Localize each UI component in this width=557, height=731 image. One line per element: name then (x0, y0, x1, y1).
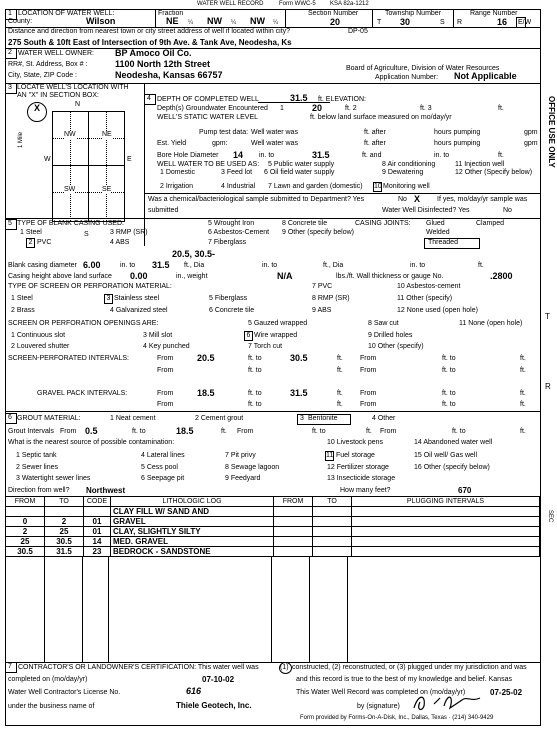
section-2-number: 2 (8, 49, 12, 56)
casing-8: 8 Concrete tile (282, 220, 328, 227)
record-completed-label: This Water Well Record was completed on (mo/day/yr) (296, 689, 466, 696)
section-4-number: 4 (147, 95, 151, 102)
use-12: 12 Other (Specify below) (455, 169, 533, 176)
log-code: 23 (84, 547, 111, 557)
certification-label: CONTRACTOR'S OR LANDOWNER'S CERTIFICATION: This water well was (18, 664, 259, 671)
casing-9: 9 Other (specify below) (282, 229, 354, 236)
gravel-pack-label: GRAVEL PACK INTERVALS: (37, 390, 128, 397)
gi-from-label-2: From (237, 428, 254, 435)
form-title: WATER WELL RECORD (197, 1, 264, 7)
use-5: 5 Public water supply (268, 161, 335, 168)
log-code: 14 (84, 537, 111, 547)
feet-value: 670 (458, 486, 472, 495)
ne-label: NE (102, 131, 112, 138)
contam-14: 14 Abandoned water well (414, 439, 493, 446)
grout-1: 1 Neat cement (110, 415, 156, 422)
contam-7: 7 Pit privy (225, 452, 256, 459)
screen-11: 11 Other (specify) (397, 295, 453, 302)
use-3: 3 Feed lot (221, 169, 253, 176)
gp-ft-to: ft. to (248, 390, 262, 397)
range-direction: E/W (518, 19, 532, 26)
quarter-3: ¼ (273, 20, 279, 26)
township-t: T (377, 19, 382, 26)
grout-label: GROUT MATERIAL: (17, 415, 81, 422)
business-value: Thiele Geotech, Inc. (176, 701, 252, 710)
yield-hours: hours pumping (434, 140, 481, 147)
city-label: City, State, ZIP Code : (8, 72, 77, 79)
gi-ft-2: ft. (366, 428, 372, 435)
gi-ft: ft. (221, 428, 227, 435)
log-to: 31.5 (45, 547, 84, 557)
screen-7: 7 PVC (312, 283, 333, 290)
table-row (6, 507, 540, 517)
pump-test-label: Pump test data: (199, 129, 249, 136)
weight-value: N/A (277, 271, 293, 281)
log-from: 30.5 (6, 547, 45, 557)
gp-from-value: 18.5 (197, 388, 215, 398)
log-header-lithologic: LITHOLOGIC LOG (111, 497, 274, 507)
log-desc: CLAY, SLIGHTLY SILTY (111, 527, 274, 537)
casing-5: 5 Wrought Iron (208, 220, 255, 227)
use-6: 6 Oil field water supply (264, 169, 335, 176)
log-code: 01 (84, 517, 111, 527)
chemical-after: If yes, mo/day/yr sample was (437, 196, 528, 203)
blank-in-to: in. to (120, 262, 136, 269)
log-to: 25 (45, 527, 84, 537)
screen-intervals-label: SCREEN-PERFORATED INTERVALS: (8, 355, 129, 362)
spi-ft-to-2: ft. to (442, 355, 456, 362)
log-to (45, 507, 84, 517)
depth-value: 31.5 (290, 93, 308, 103)
spi-ft: ft. (337, 355, 343, 362)
direction-label: Direction from well? (8, 487, 70, 494)
contam-13: 13 Insecticide storage (327, 475, 396, 482)
section-3-number: 3 (8, 84, 12, 91)
casing-type-label: TYPE OF BLANK CASING USED: (17, 220, 124, 227)
address-value: 1100 North 12th Street (115, 59, 211, 69)
contam-5: 5 Cess pool (141, 464, 178, 471)
signature-label: by (signature) (357, 703, 400, 710)
screen-3-checkbox: 3 (104, 294, 113, 304)
contam-12: 12 Fertilizer storage (327, 464, 389, 471)
blank-ft-dia: ft., Dia (184, 262, 205, 269)
north-label: N (75, 101, 81, 108)
joint-clamped: Clamped (476, 220, 505, 227)
use-10-checkbox: 10 (374, 183, 382, 190)
bore-value: 14 (233, 150, 244, 160)
gp-ft: ft. (337, 390, 343, 397)
blank-diameter-value: 6.00 (83, 260, 101, 270)
grout-4: 4 Other (372, 415, 396, 422)
opening-7: 7 Torch cut (248, 343, 283, 350)
joint-threaded: Threaded (428, 239, 458, 246)
office-t: T (545, 312, 550, 321)
contam-16: 16 Other (specify below) (414, 464, 490, 471)
section-number: 20 (330, 17, 341, 27)
office-r: R (545, 382, 551, 391)
contamination-label: What is the nearest source of possible contamination: (8, 439, 175, 446)
grout-3-number: 3 (300, 415, 304, 422)
casing-1: 1 Steel (20, 229, 42, 236)
se-label: SE (102, 186, 112, 193)
office-use-label: OFFICE USE ONLY (547, 96, 556, 168)
direction-value: Northwest (86, 486, 126, 495)
gi-ft-3: ft. (520, 428, 526, 435)
spi-ft-4: ft. (520, 367, 526, 374)
groundwater-label: Depth(s) Groundwater Encountered (157, 105, 268, 112)
bore-ft: ft. (498, 152, 504, 159)
log-header-to: TO (45, 497, 84, 507)
contam-11-checkbox: 11 (326, 452, 334, 459)
opening-6: Wire wrapped (254, 332, 298, 339)
yield-gpm-2: gpm (524, 140, 538, 147)
south-label: S (84, 231, 89, 238)
gauge-value: .2800 (490, 271, 513, 281)
lithologic-log-table (5, 496, 540, 557)
use-7: 7 Lawn and garden (domestic) (268, 183, 363, 190)
section-6-number: 6 (8, 414, 12, 421)
quarter-1: ¼ (188, 20, 194, 26)
county-value: Wilson (86, 16, 116, 26)
county-label: County: (8, 18, 33, 25)
bore-in-to: in. to (434, 152, 450, 159)
gp-ft-to-4: ft. to (442, 401, 456, 408)
gp-ft-4: ft. (520, 401, 526, 408)
completed-label: completed on (mo/day/yr) (8, 676, 88, 683)
table-row (6, 537, 540, 547)
log-to: 30.5 (45, 537, 84, 547)
yield-ww-label: Well water was (251, 140, 298, 147)
spi-ft-2: ft. (520, 355, 526, 362)
distance-value: 275 South & 10ft East of Intersection of 9th Ave. & Tank Ave, Neodesha, Ks (8, 38, 292, 47)
screen-6: 6 Concrete tile (209, 307, 255, 314)
bore-label: Bore Hole Diameter (157, 152, 219, 159)
range-number: 16 (497, 17, 508, 27)
gp-from-label-3: From (157, 401, 174, 408)
casing-joints-label: CASING JOINTS: (355, 220, 411, 227)
dp-code: DP-05 (348, 28, 368, 35)
ksa-ref: KSA 82a-1212 (330, 1, 369, 7)
gp-ft-2: ft. (520, 390, 526, 397)
west-label: W (44, 156, 51, 163)
signature-image (410, 690, 490, 714)
opening-2: 2 Louvered shutter (11, 343, 70, 350)
spi-from-label-3: From (157, 367, 174, 374)
log-header-from-2: FROM (274, 497, 313, 507)
owner-label: WATER WELL OWNER: (18, 50, 94, 57)
opening-9: 9 Drilled holes (368, 332, 413, 339)
table-row (6, 547, 540, 557)
opening-6-checkbox: 6 (244, 331, 253, 341)
application-value: Not Applicable (454, 71, 517, 81)
log-header-to-2: TO (313, 497, 352, 507)
gp-from-label-4: From (360, 401, 377, 408)
pump-hours: hours pumping (434, 129, 481, 136)
blank-ft-dia-2: ft., Dia (323, 262, 344, 269)
contam-4: 4 Lateral lines (141, 452, 185, 459)
log-desc: GRAVEL (111, 517, 274, 527)
license-value: 616 (186, 686, 202, 696)
log-to: 2 (45, 517, 84, 527)
gi-ft-to-3: ft. to (452, 428, 466, 435)
spi-ft-3: ft. (337, 367, 343, 374)
groundwater-1-value: 20 (312, 103, 323, 113)
spi-ft-to-4: ft. to (442, 367, 456, 374)
static-after: ft. below land surface measured on mo/day/yr (310, 114, 452, 121)
weight-label: in., weight (176, 273, 208, 280)
blank-ft: ft. (478, 262, 484, 269)
feet-label: How many feet? (340, 487, 391, 494)
chemical-no-label: No (398, 196, 407, 203)
use-4: 4 Industrial (221, 183, 256, 190)
log-header-plugging: PLUGGING INTERVALS (352, 497, 540, 507)
owner-value: BP Amoco Oil Co. (115, 48, 192, 58)
gp-ft-to-2: ft. to (442, 390, 456, 397)
contam-8: 8 Sewage lagoon (225, 464, 280, 471)
certification-label-2: constructed, (2) reconstructed, or (3) plugged under my jurisdiction and was (292, 664, 527, 671)
certification-label-3: and this record is true to the best of my knowledge and belief. Kansas (296, 676, 512, 683)
office-sec: SEC (547, 510, 553, 523)
section-5-number: 5 (8, 220, 12, 227)
quarter-2: ¼ (231, 20, 237, 26)
locate-label-1: LOCATE WELL'S LOCATION WITH (17, 84, 129, 91)
blank-diameter-label: Blank casing diameter (8, 262, 77, 269)
casing-2: PVC (37, 239, 52, 246)
opening-4: 4 Key punched (143, 343, 190, 350)
grout-intervals-label: Grout Intervals (8, 428, 54, 435)
static-label: WELL'S STATIC WATER LEVEL (157, 114, 259, 121)
application-label: Application Number: (375, 74, 439, 81)
wall-thickness-label: lbs./ft. Wall thickness or gauge No. (336, 273, 444, 280)
screen-3: Stainless steel (114, 295, 160, 302)
casing-3: 3 RMP (SR) (110, 229, 148, 236)
gi-ft-to: ft. to (132, 428, 146, 435)
log-code (84, 507, 111, 517)
fraction-2: NW (207, 16, 222, 26)
contam-11: Fuel storage (336, 452, 375, 459)
range-r: R (457, 19, 463, 26)
screen-5: 5 Fiberglass (209, 295, 248, 302)
screen-9: 9 ABS (312, 307, 332, 314)
log-desc: CLAY FILL W/ SAND AND (111, 507, 274, 517)
chemical-sample-label: Was a chemical/bacteriological sample submitted to Department? Yes (148, 196, 365, 203)
screen-2: 2 Brass (11, 307, 35, 314)
contam-9: 9 Feedyard (225, 475, 261, 482)
bore-to-label: in. to (259, 152, 275, 159)
spi-from-label-4: From (360, 367, 377, 374)
screen-12: 12 None used (open hole) (397, 307, 478, 314)
gp-ft-3: ft. (337, 401, 343, 408)
section-number-label: Section Number (308, 10, 359, 17)
blank-to-value: 31.5 (152, 260, 170, 270)
blank-in-to-3: in. to (410, 262, 426, 269)
spi-from-label: From (157, 355, 174, 362)
address-label: RR#, St. Address, Box # : (8, 61, 88, 68)
gp-ft-to-3: ft. to (248, 401, 262, 408)
x-circle (27, 102, 47, 122)
township-label: Township Number (385, 10, 442, 17)
spi-from-label-2: From (360, 355, 377, 362)
township-s: S (440, 19, 445, 26)
casing-height-label: Casing height above land surface (8, 273, 112, 280)
casing-dims: 20.5, 30.5- (172, 249, 216, 259)
board-label: Board of Agriculture, Division of Water Resources (346, 65, 500, 72)
contam-15: 15 Oil well/ Gas well (414, 452, 478, 459)
use-8: 8 Air conditioning (382, 161, 436, 168)
use-11: 11 Injection well (455, 161, 505, 168)
screen-4: 4 Galvanized steel (110, 307, 168, 314)
gi-from-label-3: From (380, 428, 397, 435)
section-1-number: 1 (8, 10, 12, 17)
screen-8: 8 RMP (SR) (312, 295, 350, 302)
yield-label: Est. Yield (157, 140, 187, 147)
casing-4: 4 ABS (110, 239, 130, 246)
chemical-no-x: X (414, 194, 421, 204)
submitted-label: submitted (148, 207, 179, 214)
city-value: Neodesha, Kansas 66757 (115, 70, 223, 80)
opening-5: 5 Gauzed wrapped (248, 320, 308, 327)
section-7-number: 7 (8, 663, 12, 670)
log-header-from: FROM (6, 497, 45, 507)
log-from (6, 507, 45, 517)
screen-1: 1 Steel (11, 295, 33, 302)
screen-type-label: TYPE OF SCREEN OR PERFORATION MATERIAL: (8, 283, 172, 290)
mile-label: 1 Mile (18, 131, 24, 148)
spi-to-value: 30.5 (290, 353, 308, 363)
record-completed-value: 07-25-02 (490, 688, 523, 697)
log-from: 2 (6, 527, 45, 537)
contam-6: 6 Seepage pit (141, 475, 185, 482)
contam-10: 10 Livestock pens (327, 439, 384, 446)
use-2: 2 Irrigation (160, 183, 194, 190)
depth-label: DEPTH OF COMPLETED WELL (157, 96, 259, 103)
blank-in-to-2: in. to (262, 262, 278, 269)
contam-2: 2 Sewer lines (16, 464, 59, 471)
spi-ft-to-3: ft. to (248, 367, 262, 374)
east-label: E (127, 156, 132, 163)
sw-label: SW (64, 186, 76, 193)
gp-from-label-2: From (360, 390, 377, 397)
contam-3: 3 Watertight sewer lines (16, 475, 91, 482)
log-desc: BEDROCK - SANDSTONE (111, 547, 274, 557)
pump-after: ft. after (364, 129, 386, 136)
business-label: under the business name of (8, 703, 95, 710)
grout-3: Bentonite (308, 415, 338, 422)
opening-1: 1 Continuous slot (11, 332, 66, 339)
log-from: 25 (6, 537, 45, 547)
casing-6: 6 Asbestos-Cement (208, 229, 270, 236)
bore-ft-and: ft. and (362, 152, 382, 159)
gi-ft-to-2: ft. to (312, 428, 326, 435)
casing-7: 7 Fiberglass (208, 239, 247, 246)
table-row (6, 517, 540, 527)
completed-value: 07-10-02 (202, 675, 235, 684)
form-number: Form WWC-5 (279, 1, 316, 7)
openings-label: SCREEN OR PERFORATION OPENINGS ARE: (8, 320, 159, 327)
option-1: (1) (280, 664, 289, 671)
contam-1: 1 Septic tank (16, 452, 57, 459)
log-code: 01 (84, 527, 111, 537)
gi-from-label: From (60, 428, 77, 435)
joint-glued: Glued (426, 220, 445, 227)
table-row (6, 527, 540, 537)
use-label: WELL WATER TO BE USED AS: (157, 161, 260, 168)
disinfected-no: No (503, 207, 512, 214)
nw-label: NW (64, 131, 76, 138)
groundwater-ft: ft. (498, 105, 504, 112)
license-label: Water Well Contractor's License No. (8, 689, 121, 696)
pump-ww-label: Well water was (251, 129, 298, 136)
locate-label-2: AN "X" IN SECTION BOX: (17, 92, 99, 99)
log-from: 0 (6, 517, 45, 527)
casing-height-value: 0.00 (130, 271, 148, 281)
opening-3: 3 Mill slot (143, 332, 173, 339)
township-number: 30 (400, 17, 411, 27)
range-label: Range Number (470, 10, 518, 17)
gp-from-label: From (157, 390, 174, 397)
casing-2-checkbox: 2 (26, 238, 35, 248)
yield-gpm: gpm: (212, 140, 228, 147)
elevation-label: ft. ELEVATION: (318, 96, 366, 103)
log-desc: MED. GRAVEL (111, 537, 274, 547)
spi-from-value: 20.5 (197, 353, 215, 363)
fraction-3: NW (250, 16, 265, 26)
groundwater-3-label: ft. 3 (420, 105, 432, 112)
use-1: 1 Domestic (160, 169, 196, 176)
screen-10: 10 Asbestos-cement (397, 283, 461, 290)
opening-11: 11 None (open hole) (459, 320, 523, 327)
opening-10: 10 Other (specify) (368, 343, 424, 350)
groundwater-1-label: 1 (280, 105, 284, 112)
fraction-label: Fraction (158, 10, 184, 17)
location-label: LOCATION OF WATER WELL: (18, 10, 115, 17)
yield-after: ft. after (364, 140, 386, 147)
gp-to-value: 31.5 (290, 388, 308, 398)
spi-ft-to: ft. to (248, 355, 262, 362)
disinfected-label: Water Well Disinfected? Yes (382, 207, 470, 214)
joint-welded: Welded (426, 229, 450, 236)
grout-2: 2 Cement grout (195, 415, 244, 422)
distance-label: Distance and direction from nearest town or city street address of well if located within city? (8, 28, 291, 35)
gi-from-value: 0.5 (85, 426, 98, 436)
fraction-1: NE (166, 16, 179, 26)
log-header-code: CODE (84, 497, 111, 507)
use-10: Monitoring well (383, 183, 430, 190)
form-provider-footer: Form provided by Forms-On-A-Disk, Inc., Dallas, Texas · (214) 340-9429 (300, 715, 494, 721)
opening-8: 8 Saw cut (368, 320, 399, 327)
gi-to-value: 18.5 (176, 426, 194, 436)
groundwater-2-label: ft. 2 (345, 105, 357, 112)
use-9: 9 Dewatering (382, 169, 424, 176)
location-x-mark: X (34, 103, 41, 113)
pump-gpm: gpm (524, 129, 538, 136)
bore-to-value: 31.5 (312, 150, 330, 160)
